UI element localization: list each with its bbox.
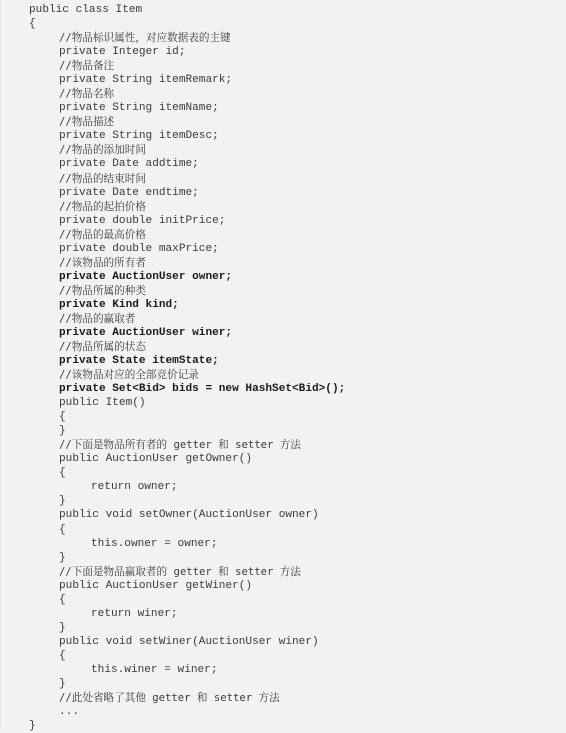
code-line: private double initPrice;	[59, 214, 226, 227]
code-line: private Date addtime;	[59, 158, 199, 171]
code-comment-line: //物品的添加时间	[59, 144, 146, 157]
code-line: private double maxPrice;	[59, 242, 219, 255]
code-comment-line: //物品描述	[59, 116, 115, 129]
code-line: private String itemRemark;	[59, 74, 233, 87]
code-line: private String itemDesc;	[59, 130, 219, 143]
code-line: this.winer = winer;	[91, 663, 218, 676]
code-line: private State itemState;	[59, 355, 219, 367]
code-line: public class Item	[29, 4, 143, 16]
code-line: private AuctionUser winer;	[59, 326, 233, 339]
code-line: {	[59, 523, 66, 536]
code-comment-line: //该物品的所有者	[59, 256, 146, 269]
code-comment-line: //物品名称	[59, 88, 115, 101]
code-line: return winer;	[91, 607, 178, 620]
code-line: }	[59, 425, 66, 438]
code-comment-line: //物品所属的状态	[59, 341, 146, 353]
code-line: }	[59, 495, 66, 508]
code-comment-line: //此处省略了其他 getter 和 setter 方法	[59, 692, 280, 704]
code-comment-line: //下面是物品所有者的 getter 和 setter 方法	[59, 439, 301, 452]
code-comment-line: //物品的最高价格	[59, 228, 146, 241]
code-line: {	[59, 649, 66, 662]
code-line: private AuctionUser owner;	[59, 270, 233, 283]
code-comment-line: //下面是物品赢取者的 getter 和 setter 方法	[59, 565, 301, 578]
code-line: public AuctionUser getOwner()	[59, 453, 253, 466]
code-comment-line: //物品备注	[59, 60, 115, 73]
code-line: public void setWiner(AuctionUser winer)	[59, 635, 319, 648]
code-line: public Item()	[59, 397, 146, 410]
code-line: public AuctionUser getWiner()	[59, 579, 253, 592]
code-line: private Integer id;	[59, 46, 186, 59]
code-comment-line: //该物品对应的全部竞价记录	[59, 369, 199, 381]
code-comment-line: //物品标识属性，对应数据表的主键	[59, 32, 231, 45]
code-line: ...	[59, 706, 79, 718]
code-line: }	[29, 720, 36, 732]
code-line: public void setOwner(AuctionUser owner)	[59, 509, 319, 522]
code-line: }	[59, 677, 66, 690]
code-line: private Set<Bid> bids = new HashSet<Bid>();	[59, 383, 346, 396]
code-line: {	[59, 467, 66, 480]
code-line: private Kind kind;	[59, 298, 179, 311]
code-line: {	[59, 593, 66, 606]
code-comment-line: //物品的起拍价格	[59, 200, 146, 213]
code-line: this.owner = owner;	[91, 537, 218, 550]
code-comment-line: //物品所属的种类	[59, 284, 146, 297]
code-comment-line: //物品的结束时间	[59, 172, 146, 185]
code-line: {	[59, 411, 66, 424]
code-comment-line: //物品的赢取者	[59, 312, 136, 325]
code-line: {	[29, 18, 36, 30]
code-line: private String itemName;	[59, 102, 219, 115]
code-line: private Date endtime;	[59, 186, 199, 199]
code-line: }	[59, 551, 66, 564]
code-line: return owner;	[91, 481, 178, 494]
code-line: }	[59, 621, 66, 634]
